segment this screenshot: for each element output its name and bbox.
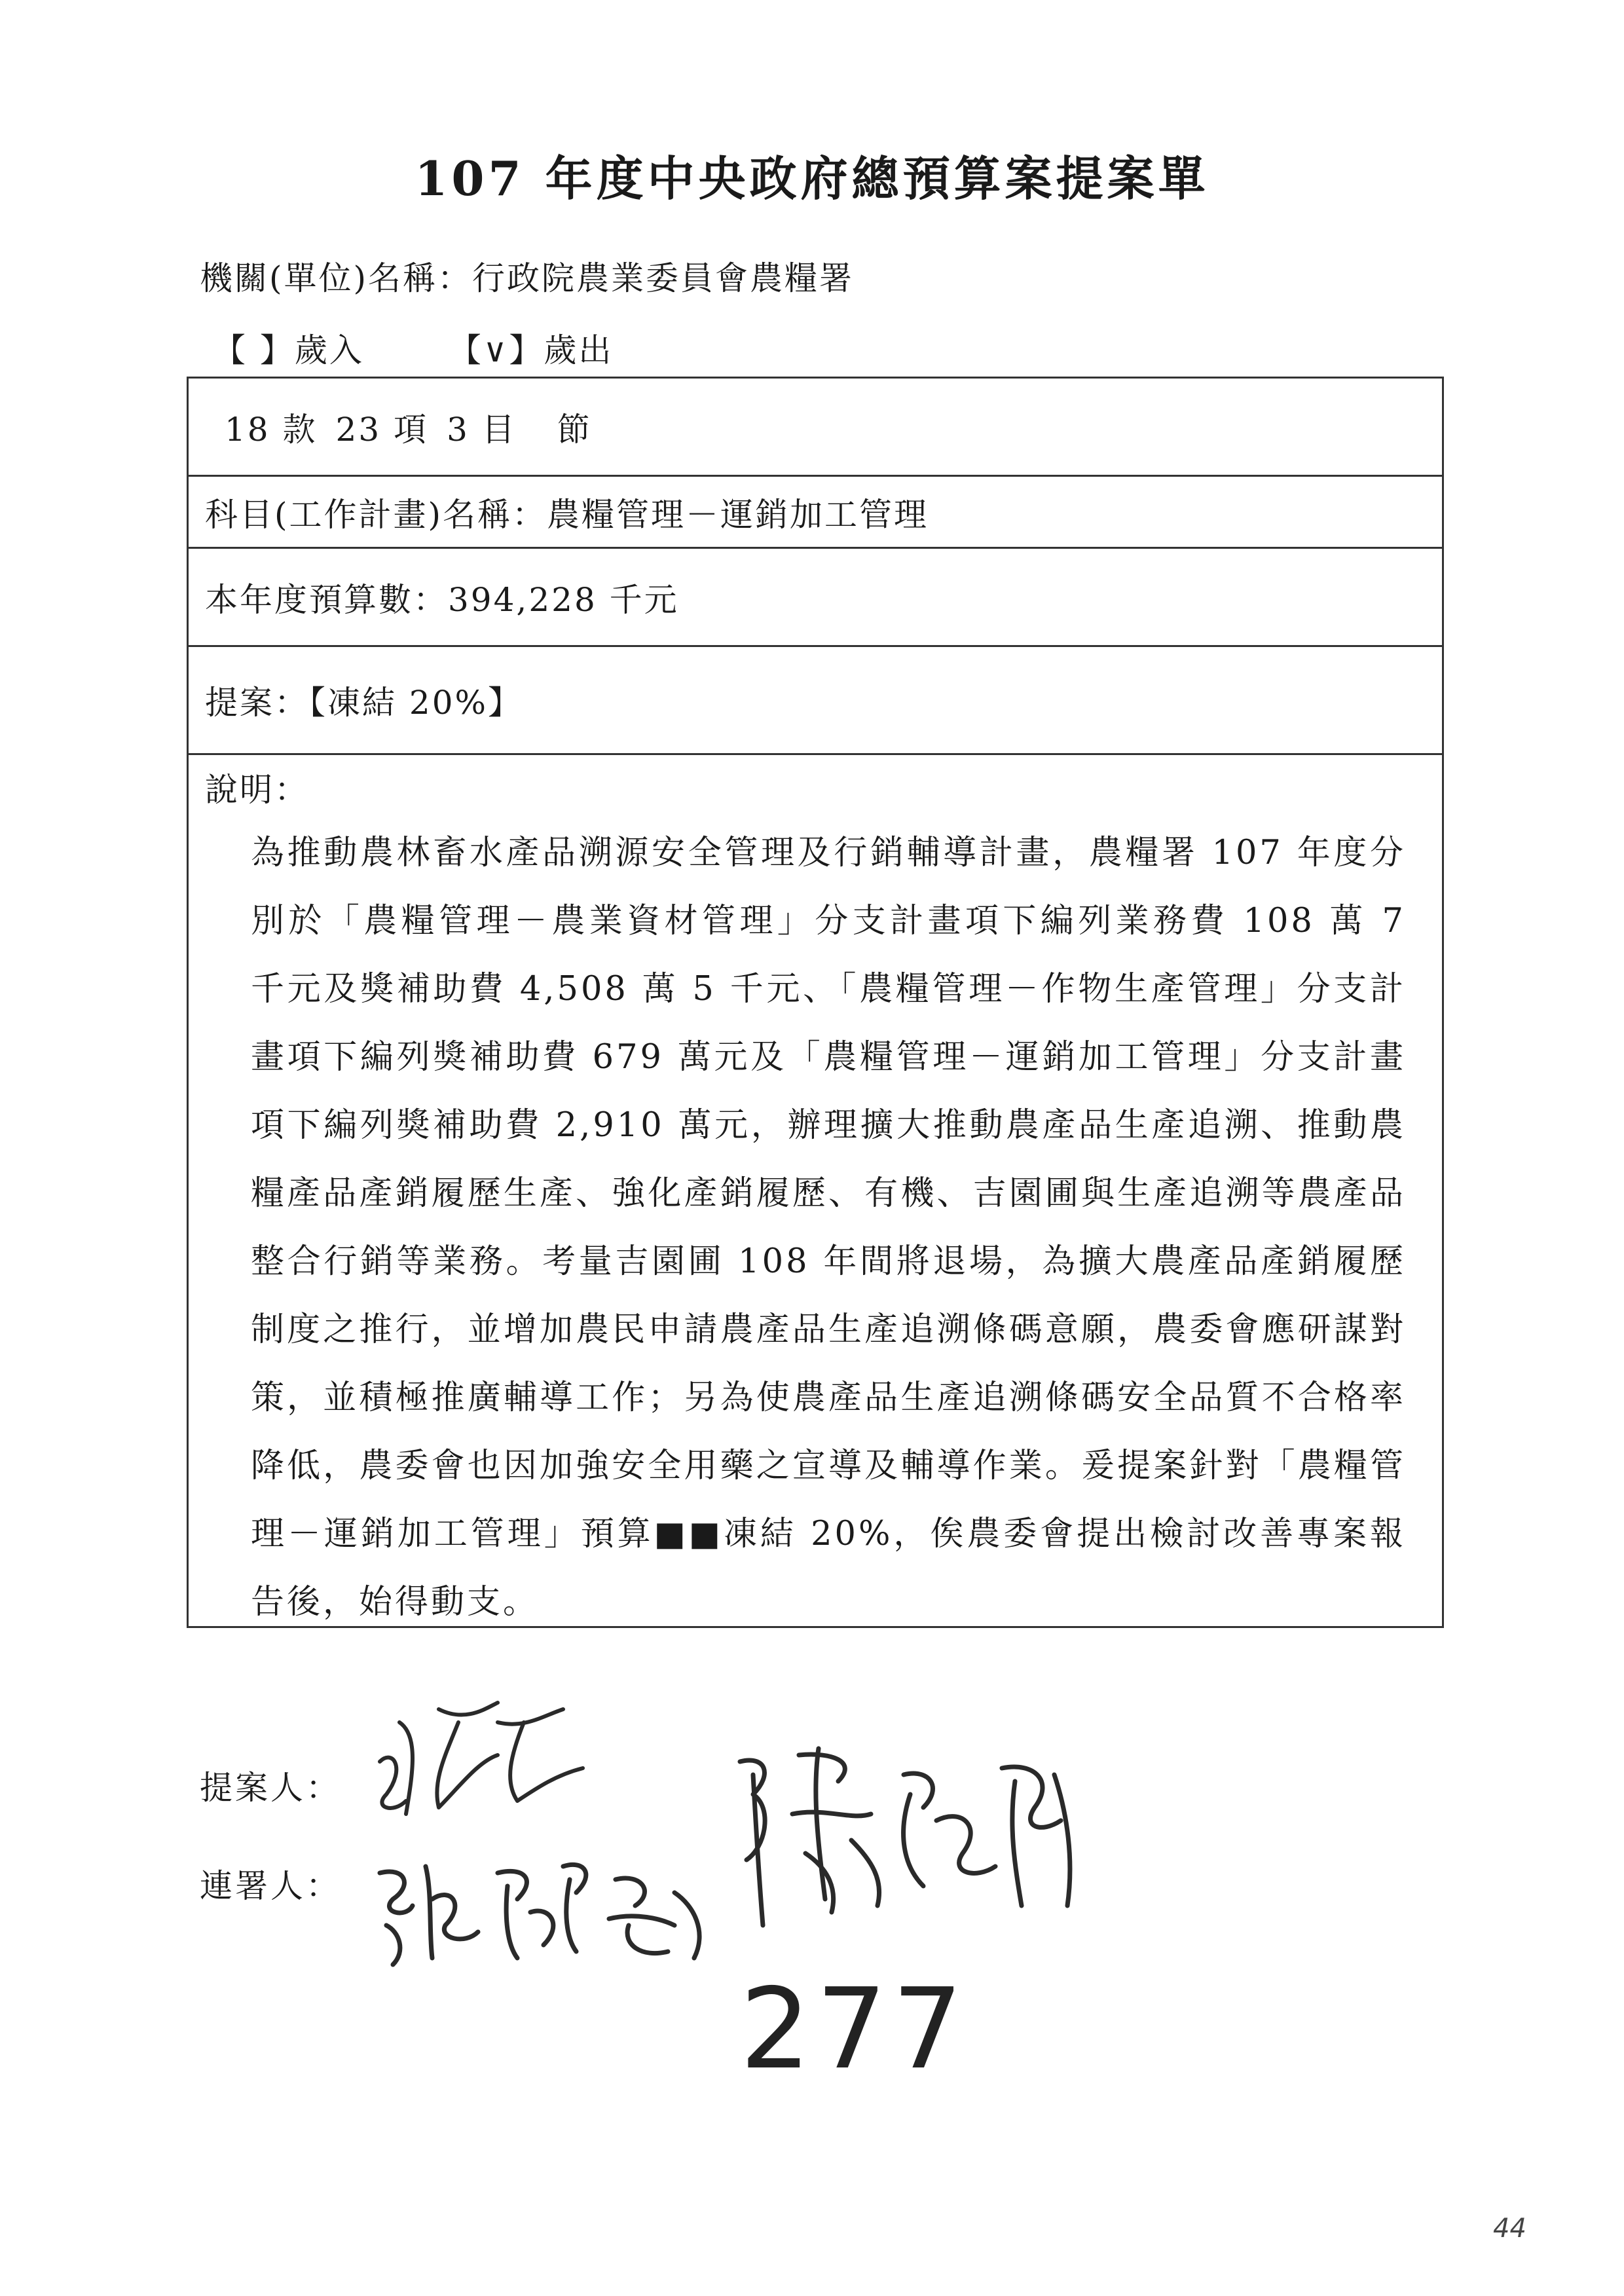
cosigner-signature-2	[727, 1735, 1094, 1938]
budget-jie: 節	[557, 410, 592, 449]
page-number: 277	[740, 1965, 969, 2094]
page-title: 107 年度中央政府總預算案提案單	[415, 151, 1209, 206]
cosigner-signature-1	[367, 1827, 733, 1978]
revenue-option: 【 】歲入	[213, 331, 364, 369]
budget-amount: 本年度預算數：394,228 千元	[205, 580, 679, 619]
item-name: 科目(工作計畫)名稱：農糧管理－運銷加工管理	[205, 495, 929, 534]
proposer-signature	[367, 1683, 602, 1834]
agency-line: 機關(單位)名稱：行政院農業委員會農糧署	[200, 259, 855, 297]
budget-amount-row	[189, 549, 1442, 647]
budget-mu: 3 目	[447, 410, 517, 449]
description-text: 為推動農林畜水產品溯源安全管理及行銷輔導計畫，農糧署 107 年度分別於「農糧管理－農業資材管理」分支計畫項下編列業務費 108 萬 7 千元及獎補助費 4,508 萬 5 千元、「農糧管理－作物生產管理」分支計畫項下編列獎補助費 679 萬元及「農糧管理－運銷加工管理」分支計畫項下編列獎補助費 2,910 萬元，辦理擴大推動農產品生產追溯、推動農糧產品產銷履歷生產、強化產銷履歷、有機、吉園圃與生產追溯等農產品整合行銷等業務。考量吉園圃 108 年間將退場，為擴大農產品產銷履歷制度之推行，並增加農民申請農產品生產追溯條碼意願，農委會應研謀對策，並積極推廣輔導工作；另為使農產品生產追溯條碼安全品質不合格率降低，農委會也因加強安全用藥之宣導及輔導作業。爰提案針對「農糧管理－運銷加工管理」預算■■凍結 20%，俟農委會提出檢討改善專案報告後，始得動支。	[251, 834, 1406, 1621]
proposal-text: 提案：【凍結 20%】	[205, 684, 523, 722]
proposal-form-table	[187, 377, 1444, 1628]
corner-number: 44	[1493, 2213, 1526, 2244]
cosigner-label: 連署人：	[200, 1867, 341, 1905]
budget-type-row	[213, 324, 613, 371]
budget-xiang: 23 項	[335, 410, 429, 449]
expenditure-option: 【∨】歲出	[448, 331, 614, 369]
budget-kuan: 18 款	[225, 410, 318, 449]
description-label: 說明：	[205, 771, 309, 809]
proposer-label: 提案人：	[200, 1769, 341, 1807]
item-name-row	[189, 477, 1442, 549]
budget-code-row	[189, 379, 1442, 477]
proposal-row	[189, 647, 1442, 755]
description-section	[189, 755, 1442, 1626]
